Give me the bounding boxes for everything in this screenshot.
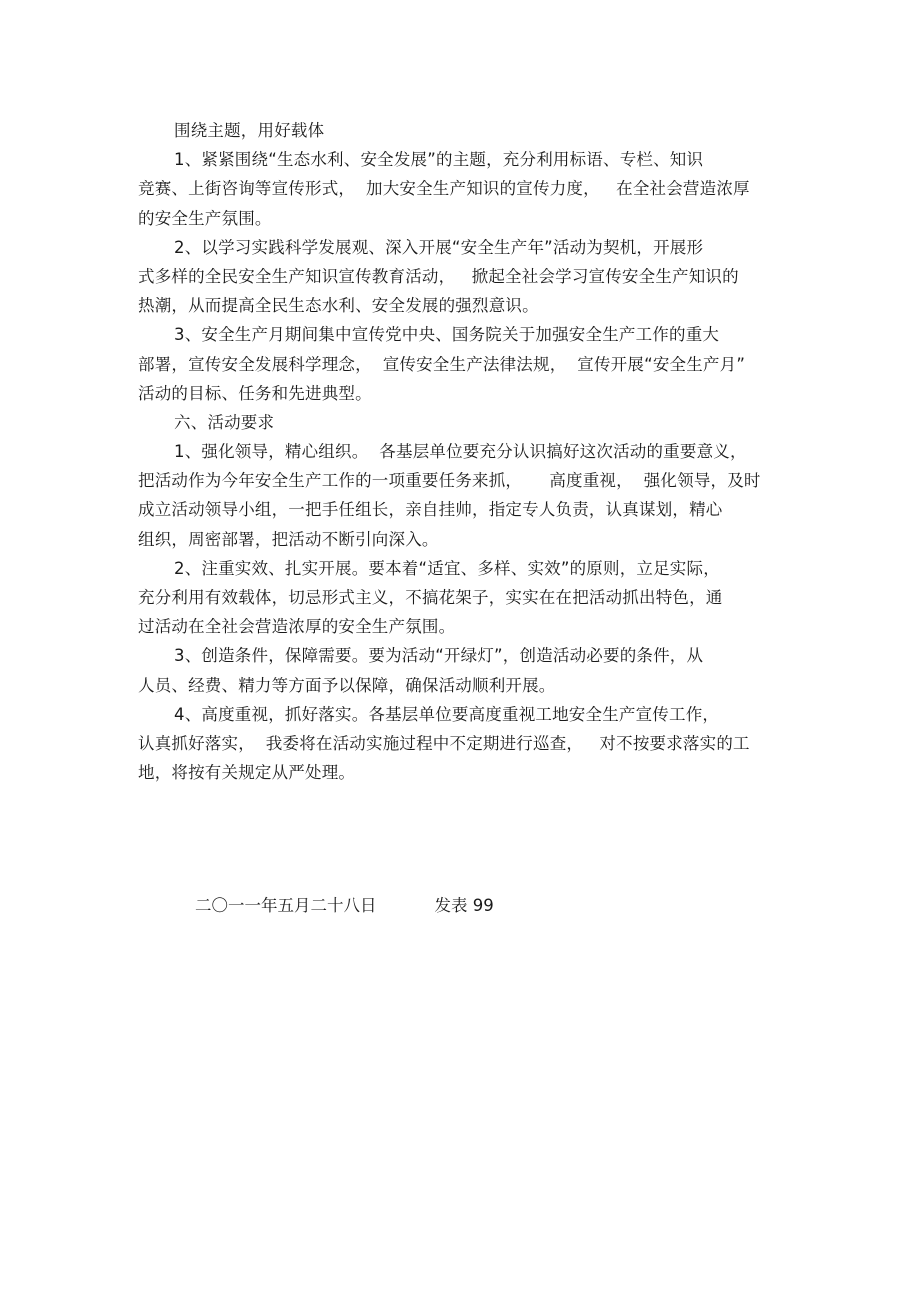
text-line: 充分利用有效载体，切忌形式主义，不搞花架子，实实在在把活动抓出特色，通 xyxy=(138,588,723,607)
document-body xyxy=(138,116,778,787)
text-line: 式多样的全民安全生产知识宣传教育活动， 掀起全社会学习宣传安全生产知识的 xyxy=(138,266,739,286)
text-line: 人员、经费、精力等方面予以保障，确保活动顺利开展。 xyxy=(138,675,556,695)
text-line: 的安全生产氛围。 xyxy=(138,208,272,228)
text-line: 地，将按有关规定从严处理。 xyxy=(138,763,356,783)
text-line: 4、高度重视，抓好落实。各基层单位要高度重视工地安全生产宣传工作， xyxy=(174,704,720,724)
text-line: 1、强化领导，精心组织。 各基层单位要充分认识搞好这次活动的重要意义， xyxy=(174,442,747,462)
text-line: 成立活动领导小组，一把手任组长，亲自挂帅，指定专人负责，认真谋划，精心 xyxy=(138,500,723,520)
text-line: 认真抓好落实， 我委将在活动实施过程中不定期进行巡查， 对不按要求落实的工 xyxy=(138,733,750,753)
text-line: 围绕主题，用好载体 xyxy=(174,121,325,140)
document-footer xyxy=(174,862,494,949)
text-line: 2、以学习实践科学发展观、深入开展“安全生产年”活动为契机，开展形 xyxy=(174,237,704,257)
text-line: 把活动作为今年安全生产工作的一项重要任务来抓， 高度重视， 强化领导，及时 xyxy=(138,471,761,491)
footer-note: 发表 99 xyxy=(434,896,494,915)
text-line: 3、安全生产月期间集中宣传党中央、国务院关于加强安全生产工作的重大 xyxy=(174,325,720,345)
text-line: 六、活动要求 xyxy=(174,412,275,432)
footer-date: 二〇一一年五月二十八日 xyxy=(194,896,377,915)
text-line: 竞赛、上街咨询等宣传形式， 加大安全生产知识的宣传力度， 在全社会营造浓厚 xyxy=(138,179,750,199)
text-line: 热潮，从而提高全民生态水利、安全发展的强烈意识。 xyxy=(138,296,539,316)
text-line: 组织，周密部署，把活动不断引向深入。 xyxy=(138,529,439,549)
text-line: 2、注重实效、扎实开展。要本着“适宜、多样、实效”的原则，立足实际， xyxy=(174,558,720,578)
text-line: 活动的目标、任务和先进典型。 xyxy=(138,383,372,403)
text-line: 部署，宣传安全发展科学理念， 宣传安全生产法律法规， 宣传开展“安全生产月” xyxy=(138,354,746,374)
text-line: 1、紧紧围绕“生态水利、安全发展”的主题，充分利用标语、专栏、知识 xyxy=(174,150,704,170)
text-line: 3、创造条件，保障需要。要为活动“开绿灯”，创造活动必要的条件，从 xyxy=(174,646,704,666)
text-line: 过活动在全社会营造浓厚的安全生产氛围。 xyxy=(138,617,456,637)
